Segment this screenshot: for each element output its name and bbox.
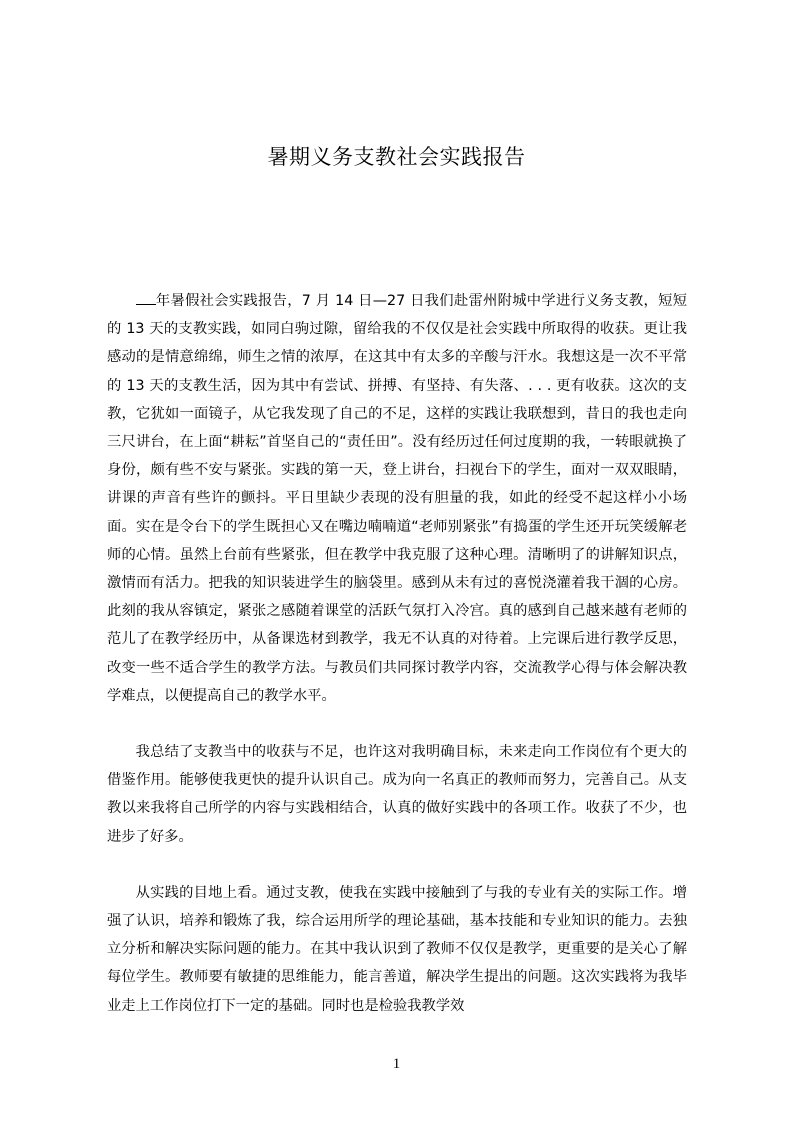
document-body bbox=[107, 287, 687, 1048]
paragraph-3: 从实践的目地上看。通过支教，使我在实践中接触到了与我的专业有关的实际工作。增强了认识，培养和锻炼了我，综合运用所学的理论基础，基本技能和专业知识的能力。去独立分析和解决实际问题的能力。在其中我认识到了教师不仅仅是教学，更重要的是关心了解每位学生。教师要有敏捷的思维能力，能言善道，解决学生提出的问题。这次实践将为我毕业走上工作岗位打下一定的基础。同时也是检验我教学效 bbox=[107, 884, 687, 1014]
paragraph-1-text: 年暑假社会实践报告，7 月 14 日—27 日我们赴雷州附城中学进行义务支教，短短的 13 天的支教实践，如同白驹过隙，留给我的不仅仅是社会实践中所取得的收获。更让我感动的是情意绵绵，师生之情的浓厚，在这其中有太多的辛酸与汗水。我想这是一次不平常的 13 天的支教生活，因为其中有尝试、拼搏、有坚持、有失落、. . . 更有收获。这次的支教，它犹如一面镜子，从它我发现了自己的不足，这样的实践让我联想到，昔日的我也走向三尺讲台，在上面“耕耘”首坚自己的“责任田”。没有经历过任何过度期的我，一转眼就换了身份，颇有些不安与紧张。实践的第一天，登上讲台，扫视台下的学生，面对一双双眼睛，讲课的声音有些许的颤抖。平日里缺少表现的没有胆量的我，如此的经受不起这样小小场面。实在是令台下的学生既担心又在嘴边喃喃道“老师别紧张”有捣蛋的学生还开玩笑缓解老师的心情。虽然上台前有些紧张，但在教学中我克服了这种心理。清晰明了的讲解知识点，激情而有活力。把我的知识装进学生的脑袋里。感到从未有过的喜悦浇灌着我干涸的心房。此刻的我从容镇定，紧张之感随着课堂的活跃气氛打入冷宫。真的感到自己越来越有老师的范儿了在教学经历中，从备课选材到教学，我无不认真的对待着。上完课后进行教学反思，改变一些不适合学生的教学方法。与教员们共同探讨教学内容，交流教学心得与体会解决教学难点，以便提高自己的教学水平。 bbox=[107, 293, 687, 704]
page-number: 1 bbox=[392, 1056, 401, 1072]
blank-underline bbox=[136, 290, 156, 305]
paragraph-1 bbox=[107, 287, 687, 710]
page-title: 暑期义务支教社会实践报告 bbox=[267, 145, 526, 169]
paragraph-2: 我总结了支教当中的收获与不足，也许这对我明确目标，未来走向工作岗位有个更大的借鉴作用。能够使我更快的提升认识自己。成为向一名真正的教师而努力，完善自己。从支教以来我将自己所学的内容与实践相结合，认真的做好实践中的各项工作。收获了不少，也进步了好多。 bbox=[107, 744, 687, 845]
